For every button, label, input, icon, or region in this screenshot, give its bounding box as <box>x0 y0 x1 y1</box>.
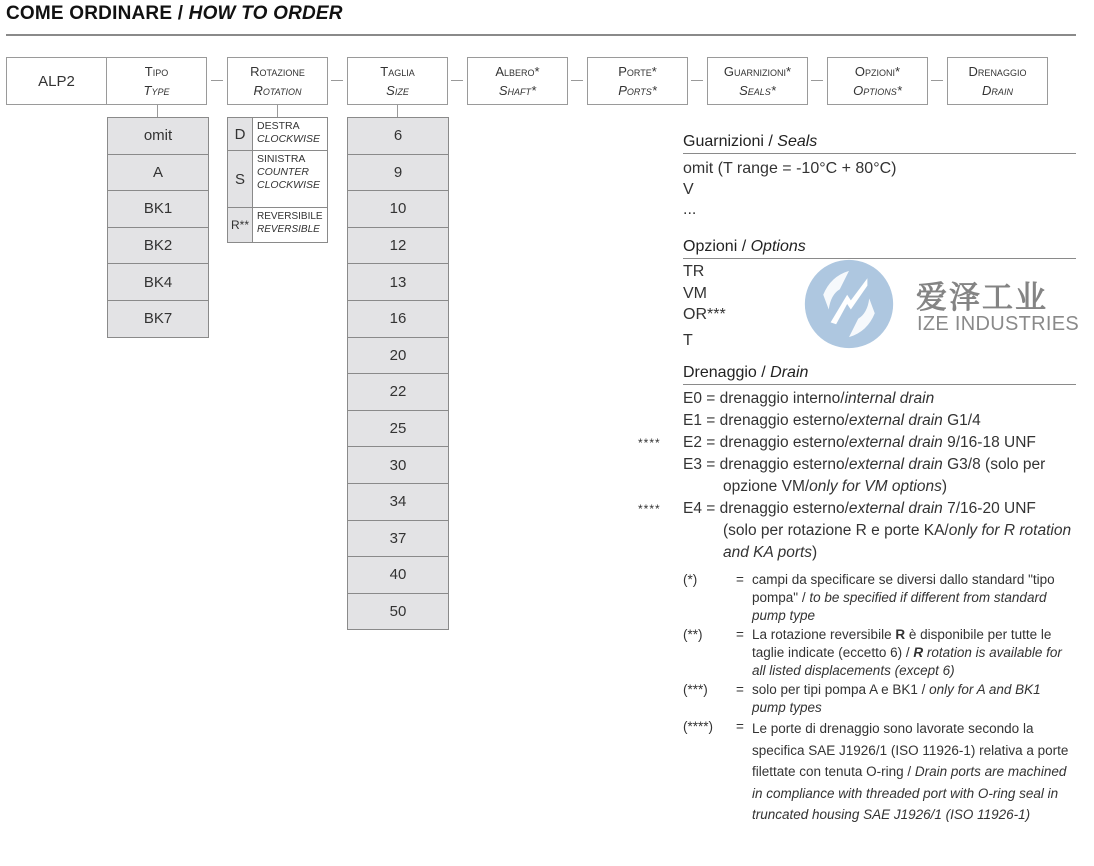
watermark-text-en: IZE INDUSTRIES <box>917 313 1079 335</box>
title-english: HOW TO ORDER <box>188 3 343 24</box>
rotation-options-table <box>227 117 328 243</box>
title-italian: COME ORDINARE / <box>6 3 189 24</box>
footnote-key: (*) <box>683 572 698 587</box>
drain-heading-en: Drain <box>770 364 809 381</box>
drain-note-close: ) <box>941 478 948 495</box>
seal-option: V <box>683 181 694 198</box>
drain-note-en: and KA ports <box>723 544 813 561</box>
options-label-it: Opzioni* <box>854 64 901 79</box>
drain-desc-en: external drain <box>848 434 943 451</box>
drain-desc-en: external drain <box>848 500 943 517</box>
footnote-key: (***) <box>683 682 708 697</box>
footnote-bold: R <box>895 627 906 642</box>
drain-desc-it: E2 = drenaggio esterno/ <box>683 434 849 451</box>
footnote-stars: **** <box>638 502 661 516</box>
type-option: BK1 <box>108 191 208 228</box>
separator-dash <box>571 80 583 81</box>
separator-dash <box>691 80 703 81</box>
drain-note-it: (solo per rotazione R e porte KA/ <box>723 522 949 539</box>
ports-label-en: Ports* <box>618 83 657 98</box>
drain-desc-it: E4 = drenaggio esterno/ <box>683 500 849 517</box>
separator-dash <box>331 80 343 81</box>
footnote-text-it: solo per tipi pompa A e BK1 / <box>752 682 930 697</box>
footnotes <box>683 571 1073 827</box>
header-box-drain <box>947 57 1048 105</box>
drain-options-list <box>630 388 1090 564</box>
drain-desc-en: external drain <box>848 412 943 429</box>
size-option: 30 <box>348 447 448 484</box>
size-option: 6 <box>348 118 448 155</box>
footnote: (***) = solo per tipi pompa A e BK1 / only for A and BK1 pump types <box>683 682 1041 715</box>
connector-line <box>277 105 278 117</box>
footnote-text-it: è disponibile per tutte le taglie indicate (eccetto 6) / <box>752 627 1052 660</box>
footnote-text-en: to be specified if different from standard pump type <box>752 590 1047 623</box>
size-option: 22 <box>348 374 448 411</box>
footnote-text-it: Le porte di drenaggio sono lavorate secondo la specifica SAE J1926/1 (ISO 11926-1) relativa a porte filettate con tenuta O-ring / <box>752 721 1069 779</box>
drain-note-en: only for VM options <box>809 478 942 495</box>
drain-desc-it: E3 = drenaggio esterno/ <box>683 456 849 473</box>
rotation-option <box>228 118 327 151</box>
watermark-logo-icon <box>803 258 895 350</box>
rotation-label-it: Rotazione <box>250 64 305 79</box>
seals-heading-it: Guarnizioni / <box>683 133 778 150</box>
rotation-option <box>228 151 327 208</box>
drain-option-continued: and KA ports) <box>723 544 818 561</box>
type-option: A <box>108 155 208 192</box>
rotation-code: D <box>228 118 253 150</box>
rotation-label-en: Rotation <box>253 83 302 98</box>
drain-option <box>630 388 1090 410</box>
seals-heading-en: Seals <box>777 133 818 150</box>
drain-note-en: only for R rotation <box>948 522 1072 539</box>
footnote-key: (**) <box>683 627 703 642</box>
header-box-model <box>6 57 107 105</box>
seals-label-it: Guarnizioni* <box>723 64 792 79</box>
type-option: BK2 <box>108 228 208 265</box>
size-option: 12 <box>348 228 448 265</box>
type-option: BK7 <box>108 301 208 338</box>
size-option: 13 <box>348 264 448 301</box>
rotation-desc-it: REVERSIBILE <box>257 211 323 222</box>
size-options-list <box>347 117 449 630</box>
drain-desc-en: internal drain <box>844 390 935 407</box>
header-box-ports <box>587 57 688 105</box>
type-label-it: Tipo <box>144 64 169 79</box>
type-option: BK4 <box>108 264 208 301</box>
drain-option-continued <box>630 520 1090 542</box>
drain-note-it: opzione VM/ <box>723 478 810 495</box>
size-option: 40 <box>348 557 448 594</box>
drain-desc-it: E0 = drenaggio interno/ <box>683 390 845 407</box>
seals-label-en: Seals* <box>739 83 776 98</box>
drain-heading-it: Drenaggio / <box>683 364 771 381</box>
drain-option <box>630 498 1090 520</box>
rotation-option <box>228 208 327 243</box>
drain-option <box>630 454 1090 476</box>
size-option: 37 <box>348 521 448 558</box>
model-code: ALP2 <box>38 72 75 90</box>
size-option: 34 <box>348 484 448 521</box>
footnote-text-en: only for A and BK1 pump types <box>752 682 1041 715</box>
type-option: omit <box>108 118 208 155</box>
size-label-it: Taglia <box>380 64 415 79</box>
type-options-list <box>107 117 209 338</box>
connector-line <box>397 105 398 117</box>
type-label-en: Type <box>143 83 170 98</box>
drain-label-en: Drain <box>982 83 1013 98</box>
rotation-desc-it: SINISTRA <box>257 153 306 165</box>
drain-thread: G3/8 (solo per <box>942 456 1046 473</box>
drain-desc-it: E1 = drenaggio esterno/ <box>683 412 849 429</box>
header-box-type <box>106 57 207 105</box>
drain-thread: 9/16-18 UNF <box>942 434 1036 451</box>
footnote-text-it: La rotazione reversibile <box>752 627 896 642</box>
size-option: 9 <box>348 155 448 192</box>
option-item: T <box>683 332 693 349</box>
option-item: OR*** <box>683 306 726 323</box>
rotation-desc-it: DESTRA <box>257 120 300 132</box>
header-box-size <box>347 57 448 105</box>
seals-heading <box>683 133 1076 154</box>
shaft-label-it: Albero* <box>495 64 540 79</box>
rotation-desc-en: REVERSIBLE <box>257 223 320 235</box>
drain-option <box>630 432 1090 454</box>
drain-thread: G1/4 <box>942 412 981 429</box>
size-label-en: Size <box>386 83 409 98</box>
rotation-code: S <box>228 151 253 207</box>
size-option: 10 <box>348 191 448 228</box>
header-box-seals <box>707 57 808 105</box>
footnote-key: (****) <box>683 719 714 734</box>
size-option: 20 <box>348 338 448 375</box>
footnote-bold: R <box>913 645 924 660</box>
drain-label-it: Drenaggio <box>968 64 1027 79</box>
header-box-rotation <box>227 57 328 105</box>
header-box-shaft <box>467 57 568 105</box>
page-title <box>6 3 343 25</box>
options-heading <box>683 238 1076 259</box>
size-option: 50 <box>348 594 448 631</box>
rotation-code: R** <box>228 208 253 242</box>
drain-thread: 7/16-20 UNF <box>942 500 1036 517</box>
footnote: (****) = Le porte di drenaggio sono lavorate secondo la specifica SAE J1926/1 (ISO 11926-1) relativa a porte filettate con tenuta O-ring / Drain ports are machined in compliance with threaded port with O-ring seal in truncated housing SAE J1926/1 (ISO 11926-1) <box>683 718 1073 826</box>
footnote-text-it: campi da specificare se diversi dallo standard "tipo pompa" / <box>752 572 1055 605</box>
option-item: TR <box>683 263 705 280</box>
connector-line <box>157 105 158 117</box>
footnote-text-en: rotation is available for all listed displacements (except 6) <box>752 645 1062 678</box>
seal-option: omit (T range = -10°C + 80°C) <box>683 160 897 177</box>
footnote-stars: **** <box>638 436 661 450</box>
drain-desc-en: external drain <box>848 456 943 473</box>
options-heading-en: Options <box>750 238 806 255</box>
separator-dash <box>811 80 823 81</box>
header-box-options <box>827 57 928 105</box>
options-label-en: Options* <box>853 83 902 98</box>
separator-dash <box>451 80 463 81</box>
size-option: 16 <box>348 301 448 338</box>
rotation-desc-en: CLOCKWISE <box>257 133 321 145</box>
ports-label-it: Porte* <box>618 64 657 79</box>
shaft-label-en: Shaft* <box>498 83 537 98</box>
footnote: (*) = campi da specificare se diversi dallo standard "tipo pompa" / to be specified if different from standard pump type <box>683 572 1055 623</box>
title-divider <box>6 34 1076 36</box>
size-option: 25 <box>348 411 448 448</box>
drain-option-continued <box>630 476 1090 498</box>
rotation-desc-en: COUNTER CLOCKWISE <box>257 166 321 191</box>
drain-option <box>630 410 1090 432</box>
seal-option: ... <box>683 201 697 218</box>
option-item: VM <box>683 285 707 302</box>
footnote-text-en: Drain ports are machined in compliance with threaded port with O-ring seal in truncated housing SAE J1926/1 (ISO 11926-1) <box>752 764 1067 822</box>
footnote: (**) = La rotazione reversibile R è disponibile per tutte le taglie indicate (eccetto 6) / R rotation is available for all listed displacements (except 6) <box>683 627 1062 678</box>
watermark-text-cn: 爱泽工业 <box>916 280 1048 316</box>
separator-dash <box>931 80 943 81</box>
separator-dash <box>211 80 223 81</box>
options-heading-it: Opzioni / <box>683 238 751 255</box>
drain-heading <box>683 364 1076 385</box>
